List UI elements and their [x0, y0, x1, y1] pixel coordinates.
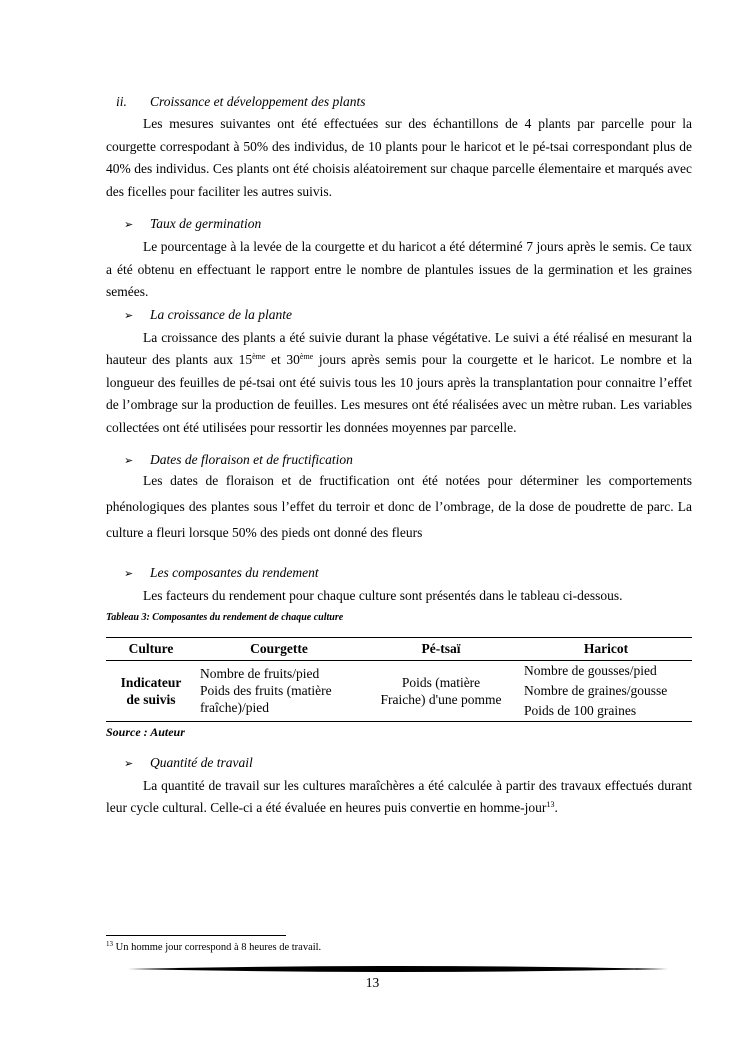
table-source: Source : Auteur	[106, 724, 185, 739]
section-intro-paragraph: Les mesures suivantes ont été effectuées sur des échantillons de 4 plants par parcelle pour la courgette correspodant à 50% des individus, de 10 plants pour le haricot et le pé-tsai correspondant plus de 40% des individus. Ces plants ont été choisis aléatoirement sur chaque parcelle élementaire et marqués avec des ficelles pour faciliter les autres suivis.	[106, 116, 692, 199]
page-number: 13	[365, 975, 380, 990]
rendement-title: Les composantes du rendement	[150, 565, 319, 580]
floraison-title: Dates de floraison et de fructification	[150, 452, 353, 467]
germination-title: Taux de germination	[150, 216, 262, 231]
footnote-number: 13	[106, 940, 113, 948]
decorative-divider-icon	[128, 964, 668, 974]
section-title: Croissance et développement des plants	[150, 94, 366, 109]
arrow-bullet-icon: ➢	[124, 309, 134, 322]
section-heading	[106, 91, 692, 113]
table-caption: Tableau 3: Composantes du rendement de chaque culture	[106, 611, 344, 623]
petsai-cell: Poids (matière Fraiche) d'une pomme	[362, 660, 520, 721]
footnote	[106, 941, 321, 955]
footnote-text: Un homme jour correspond à 8 heures de travail.	[113, 942, 322, 953]
table-header: Courgette	[196, 637, 362, 660]
table-header: Haricot	[520, 637, 692, 660]
croissance-title: La croissance de la plante	[150, 306, 292, 322]
germination-paragraph: Le pourcentage à la levée de la courgette et du haricot a été déterminé 7 jours après le semis. Ce taux a été obtenu en effectuant le rapport entre le nombre de plantules issues de la germination et les graines semées.	[106, 239, 692, 299]
table-header: Culture	[106, 637, 196, 660]
footnote-reference[interactable]: 13	[546, 800, 555, 809]
haricot-cell: Nombre de gousses/pied Nombre de graines/gousse Poids de 100 graines	[520, 660, 692, 721]
croissance-heading	[106, 304, 692, 327]
travail-title: Quantité de travail	[150, 754, 253, 770]
rendement-heading	[106, 562, 692, 585]
travail-heading	[106, 752, 692, 775]
arrow-bullet-icon: ➢	[124, 757, 134, 770]
row-label: Indicateur de suivis	[106, 660, 196, 721]
table-row	[106, 660, 692, 721]
rendement-table	[106, 637, 692, 722]
table-header-row	[106, 637, 692, 660]
travail-paragraph: La quantité de travail sur les cultures maraîchères a été calculée à partir des travaux effectués durant leur cycle cultural. Celle-ci a été évaluée en heures puis convertie en homme-jour$^{13}$.	[106, 777, 692, 815]
germination-heading	[106, 213, 692, 236]
rendement-paragraph: Les facteurs du rendement pour chaque culture sont présentés dans le tableau ci-dessous.	[143, 588, 623, 603]
section-number: ii.	[116, 94, 127, 109]
table-header: Pé-tsaï	[362, 637, 520, 660]
courgette-cell: Nombre de fruits/pied Poids des fruits (matière fraîche)/pied	[196, 660, 362, 721]
croissance-paragraph: La croissance des plants a été suivie durant la phase végétative. Le suivi a été réalisé en mesurant la hauteur des plants aux 15ème et 30ème jours après semis pour la courgette et le haricot. Le nombre et la longueur des feuilles de pé-tsai ont été suivis tous les 10 jours après la transplantation pour connaitre l’effet de l’ombrage sur la production de feuilles. Les mesures ont été réalisées avec un mètre ruban. Les variables collectées ont été utilisées pour ressortir les données moyennes par parcelle.	[106, 329, 692, 435]
footnote-divider	[106, 935, 286, 936]
arrow-bullet-icon: ➢	[124, 568, 134, 580]
arrow-bullet-icon: ➢	[124, 455, 134, 467]
arrow-bullet-icon: ➢	[124, 219, 134, 231]
page-content	[106, 91, 692, 820]
floraison-paragraph: Les dates de floraison et de fructification ont été notées pour déterminer les comportements phénologiques des plantes sous l’effet du terroir et donc de l’ombrage, de la dose de poudrette de parc. La culture a fleuri lorsque 50% des pieds ont donné des fleurs	[106, 473, 692, 540]
